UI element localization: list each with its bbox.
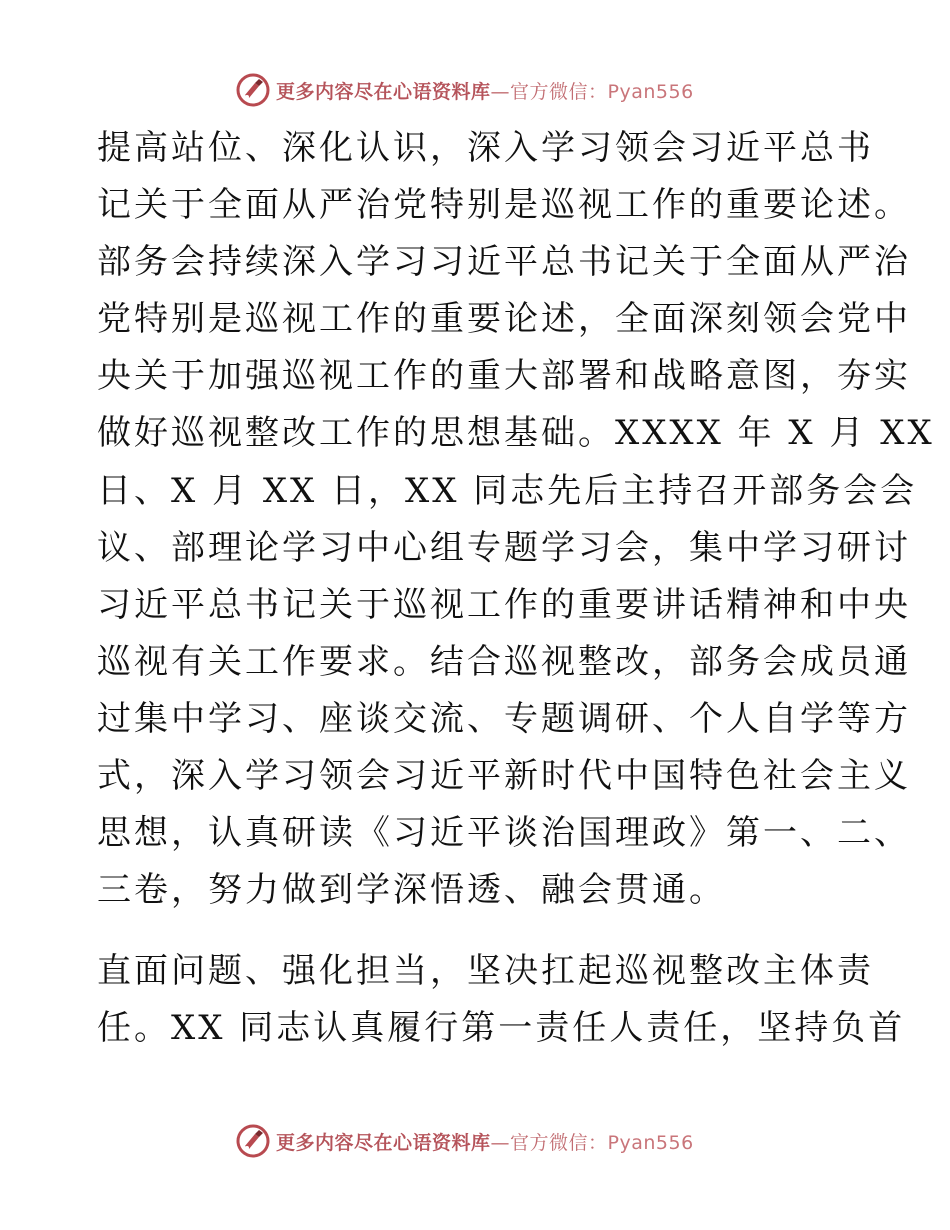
banner-brand: 更多内容尽在心语资料库 xyxy=(276,1131,491,1154)
text-line: 部务会持续深入学习习近平总书记关于全面从严治 xyxy=(97,242,911,283)
text-line: 记关于全面从严治党特别是巡视工作的重要论述。 xyxy=(97,185,911,226)
paragraph-gap xyxy=(97,919,857,943)
banner-wechat-id: Pyan556 xyxy=(607,80,694,103)
text-line: 日、X 月 XX 日，XX 同志先后主持召开部务会会 xyxy=(97,470,918,511)
banner-separator: — xyxy=(490,80,511,103)
text-line: 党特别是巡视工作的重要论述，全面深刻领会党中 xyxy=(97,299,911,340)
text-line: 提高站位、深化认识，深入学习领会习近平总书 xyxy=(97,128,874,168)
text-line: 思想，认真研读《习近平谈治国理政》第一、二、 xyxy=(97,813,911,854)
banner-text xyxy=(276,77,694,104)
text-line: 三卷，努力做到学深悟透、融会贯通。 xyxy=(97,870,726,911)
text-line: 巡视有关工作要求。结合巡视整改，部务会成员通 xyxy=(97,641,911,682)
banner-text xyxy=(276,1128,694,1155)
text-line: 式，深入学习领会习近平新时代中国特色社会主义 xyxy=(97,756,911,797)
banner-brand: 更多内容尽在心语资料库 xyxy=(276,80,491,103)
text-line: 过集中学习、座谈交流、专题调研、个人自学等方 xyxy=(97,698,911,739)
banner-official-label: 官方微信： xyxy=(510,1131,608,1154)
footer-banner xyxy=(236,1124,716,1158)
text-line: 任。XX 同志认真履行第一责任人责任，坚持负首 xyxy=(97,1008,906,1049)
paragraph xyxy=(97,943,906,1057)
text-line: 习近平总书记关于巡视工作的重要讲话精神和中央 xyxy=(97,584,911,625)
paragraph xyxy=(97,120,935,919)
text-line: 做好巡视整改工作的思想基础。XXXX 年 X 月 XX xyxy=(97,413,935,454)
brand-logo-icon xyxy=(236,73,270,107)
document-body xyxy=(97,120,935,1058)
banner-separator: — xyxy=(490,1131,511,1154)
banner-wechat-id: Pyan556 xyxy=(607,1131,694,1154)
text-line: 央关于加强巡视工作的重大部署和战略意图，夯实 xyxy=(97,356,911,397)
brand-logo-icon xyxy=(236,1124,270,1158)
header-banner xyxy=(236,73,716,107)
banner-official-label: 官方微信： xyxy=(510,80,608,103)
text-line: 直面问题、强化担当，坚决扛起巡视整改主体责 xyxy=(97,951,874,992)
text-line: 议、部理论学习中心组专题学习会，集中学习研讨 xyxy=(97,527,911,568)
